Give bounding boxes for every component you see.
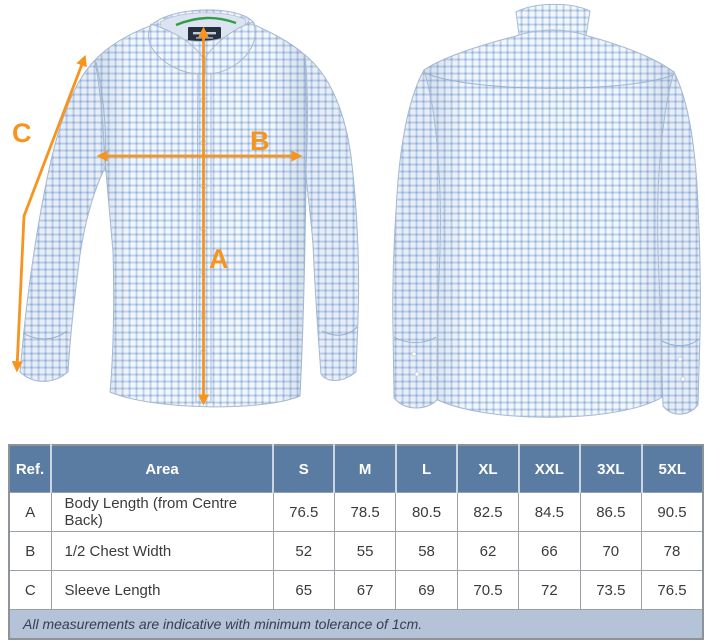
area-cell: Body Length (from Centre Back) <box>51 493 273 532</box>
value-cell: 65 <box>273 571 334 610</box>
header-size-3xl: 3XL <box>580 445 641 493</box>
value-cell: 58 <box>396 532 457 571</box>
value-cell: 76.5 <box>273 493 334 532</box>
value-cell: 82.5 <box>457 493 518 532</box>
value-cell: 69 <box>396 571 457 610</box>
value-cell: 66 <box>519 532 580 571</box>
header-area: Area <box>51 445 273 493</box>
header-size-xxl: XXL <box>519 445 580 493</box>
header-size-5xl: 5XL <box>642 445 703 493</box>
back-right-sleeve-shading <box>658 72 701 414</box>
size-table-header-row <box>9 445 703 493</box>
table-row-body-length <box>9 493 703 532</box>
back-left-sleeve-shading <box>393 70 441 408</box>
shirt-front-view <box>20 10 359 407</box>
value-cell: 73.5 <box>580 571 641 610</box>
table-row-sleeve-length <box>9 571 703 610</box>
value-cell: 70 <box>580 532 641 571</box>
ref-cell: A <box>9 493 51 532</box>
area-cell: 1/2 Chest Width <box>51 532 273 571</box>
header-ref: Ref. <box>9 445 51 493</box>
table-row-chest-width <box>9 532 703 571</box>
value-cell: 70.5 <box>457 571 518 610</box>
value-cell: 72 <box>519 571 580 610</box>
front-left-sleeve-shading <box>20 60 104 381</box>
header-size-xl: XL <box>457 445 518 493</box>
header-size-m: M <box>334 445 395 493</box>
value-cell: 80.5 <box>396 493 457 532</box>
measure-label-b: B <box>250 126 270 156</box>
value-cell: 78.5 <box>334 493 395 532</box>
value-cell: 90.5 <box>642 493 703 532</box>
value-cell: 67 <box>334 571 395 610</box>
measure-label-a: A <box>209 244 229 274</box>
value-cell: 78 <box>642 532 703 571</box>
value-cell: 55 <box>334 532 395 571</box>
header-size-l: L <box>396 445 457 493</box>
value-cell: 76.5 <box>642 571 703 610</box>
size-table-section <box>8 444 704 640</box>
area-cell: Sleeve Length <box>51 571 273 610</box>
value-cell: 52 <box>273 532 334 571</box>
size-table <box>8 444 704 640</box>
ref-cell: B <box>9 532 51 571</box>
ref-cell: C <box>9 571 51 610</box>
value-cell: 86.5 <box>580 493 641 532</box>
shirt-back-view <box>393 4 701 417</box>
value-cell: 84.5 <box>519 493 580 532</box>
value-cell: 62 <box>457 532 518 571</box>
measure-label-c: C <box>12 118 32 148</box>
footnote-text: All measurements are indicative with minimum tolerance of 1cm. <box>9 610 703 640</box>
header-size-s: S <box>273 445 334 493</box>
